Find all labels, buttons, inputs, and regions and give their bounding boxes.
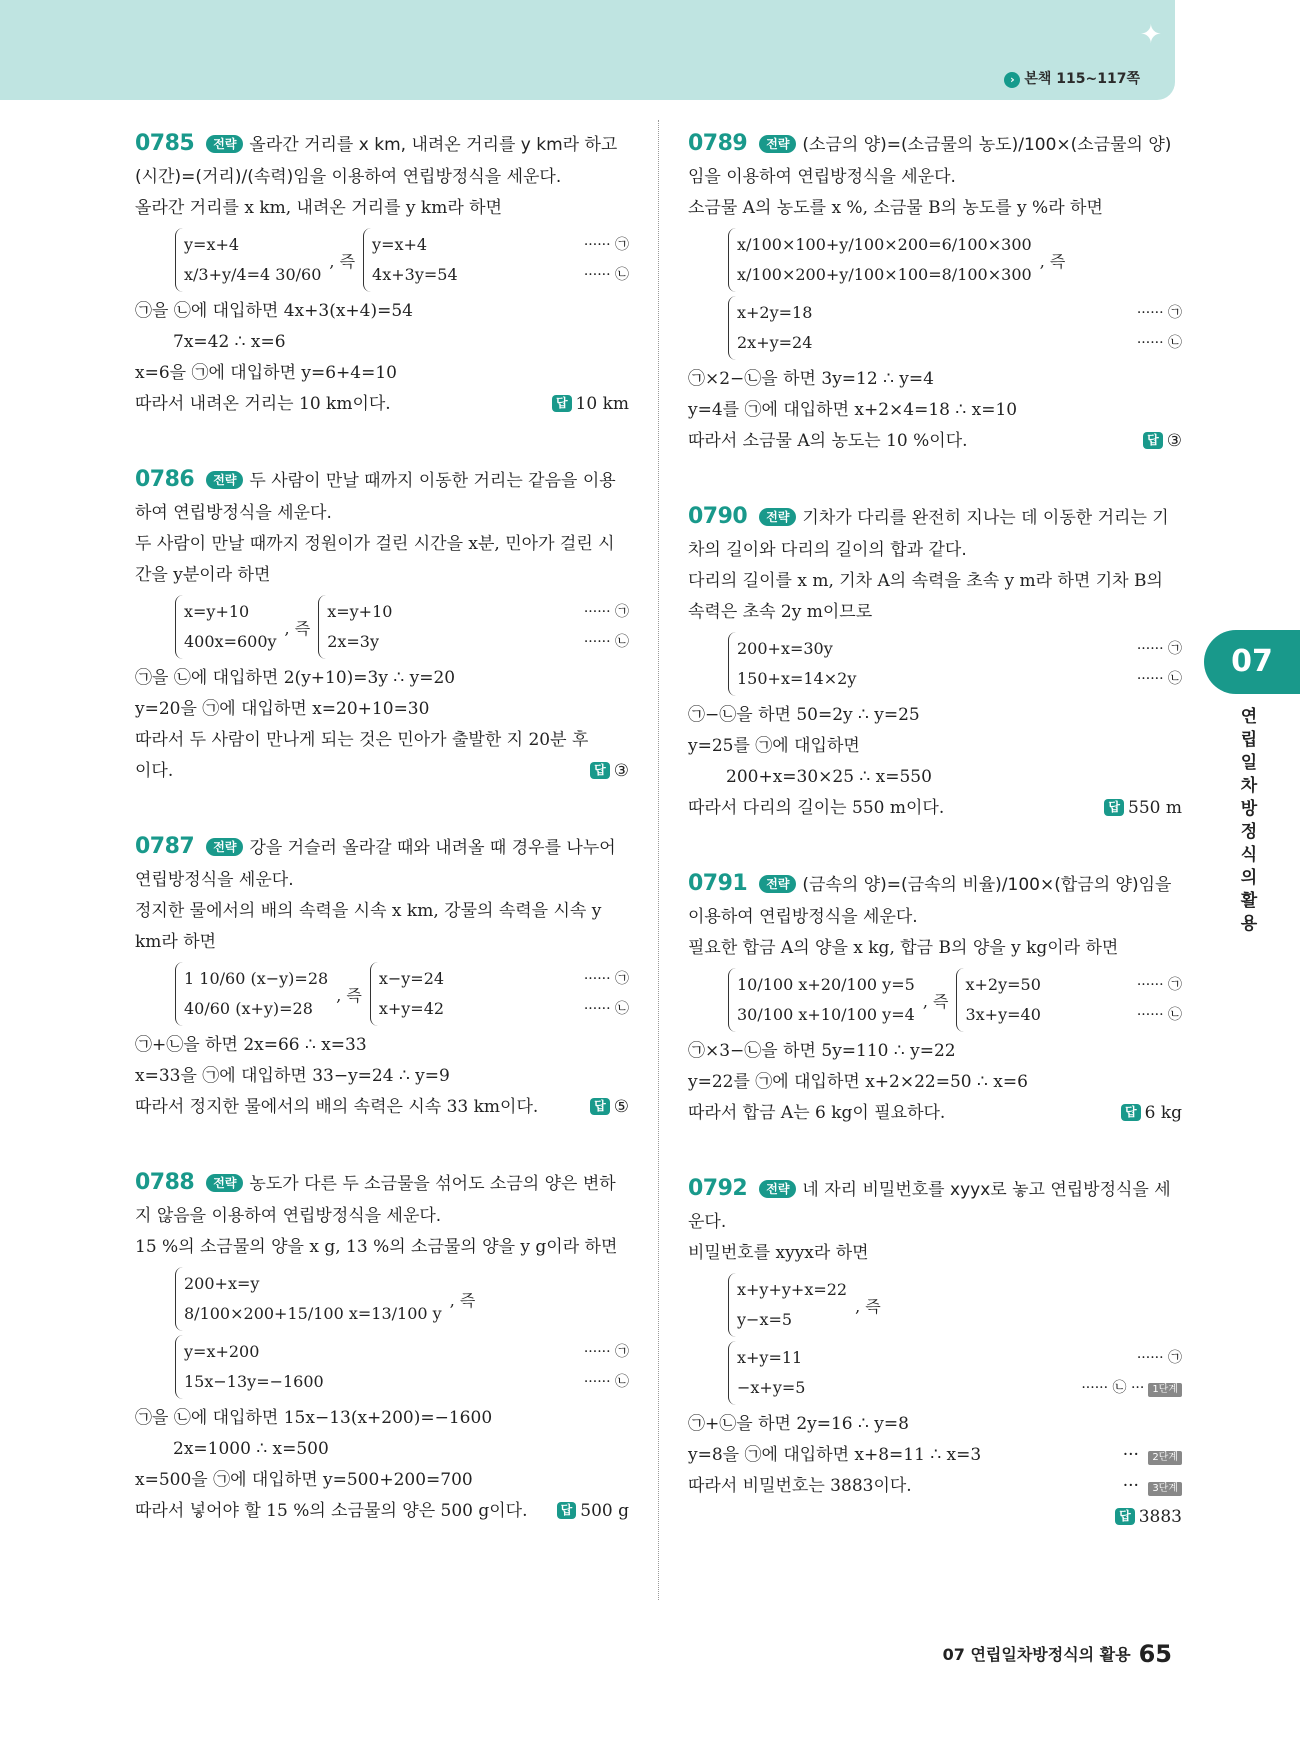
step-line: y=8을 ㉠에 대입하면 x+8=11 ∴ x=3 ··· 2단계: [688, 1440, 1182, 1471]
answer-line: 따라서 내려온 거리는 10 km이다. 답 10 km: [135, 394, 629, 414]
chapter-name: 연립일차방정식의 활용: [1240, 707, 1258, 934]
problem-0787: 0787 전략 강을 거슬러 올라갈 때와 내려올 때 경우를 나누어 연립방정식을 세운다. 정지한 물에서의 배의 속력을 시속 x km, 강물의 속력을 시속 y km라 하면 1 10/60 (x−y)=28 40/60 (x+y)=28 , 즉 x−y=24 x+y=42 ······ ㉠ ······ ㉡ ㉠+㉡을 하면 2x=66 ∴ x=33 x=33을 ㉠에 대입하면 33−y=24 ∴ y=9 따라서 정지한 물에서의 배의 속력은 시속 33 km이다. 답 ⑤: [135, 831, 629, 1123]
problem-0785: 0785 전략 올라간 거리를 x km, 내려온 거리를 y km라 하고 (시간)=(거리)/(속력)임을 이용하여 연립방정식을 세운다. 올라간 거리를 x km, 내려온 거리를 y km라 하면 y=x+4 x/3+y/4=4 30/60 , 즉 y=x+4 4x+3y=54 ······ ㉠ ······ ㉡ ㉠을 ㉡에 대입하면 4x+3(x+4)=54 7x=42 ∴ x=6 x=6을 ㉠에 대입하면 y=6+4=10 따라서 내려온 거리는 10 km이다. 답 10 km: [135, 128, 629, 420]
equation-system: x+y=11 −x+y=5 ······ ㉠ ······ ㉡ ··· 1단계: [688, 1341, 1182, 1405]
problem-header: 0790 전략 기차가 다리를 완전히 지나는 데 이동한 거리는 기차의 길이와 다리의 길이의 합과 같다.: [688, 504, 1169, 560]
problem-header: 0787 전략 강을 거슬러 올라갈 때와 내려올 때 경우를 나누어 연립방정식을 세운다.: [135, 834, 616, 890]
answer-line: 답 3883: [688, 1502, 1182, 1533]
equation-system: y=x+4 x/3+y/4=4 30/60 , 즉 y=x+4 4x+3y=54 ······ ㉠ ······ ㉡: [135, 228, 629, 292]
problem-0789: 0789 전략 (소금의 양)=(소금물의 농도)/100×(소금물의 양)임을 이용하여 연립방정식을 세운다. 소금물 A의 농도를 x %, 소금물 B의 농도를 y %라 하면 x/100×100+y/100×200=6/100×300 x/100×200+y/100×100=8/100×300 , 즉 x+2y=18 2x+y=24 ······ ㉠ ······ ㉡ ㉠×2−㉡을 하면 3y=12 ∴ y=4 y=4를 ㉠에 대입하면 x+2×4=18 ∴ x=10 따라서 소금물 A의 농도는 10 %이다. 답 ③: [688, 128, 1182, 457]
answer-line: 따라서 소금물 A의 농도는 10 %이다. 답 ③: [688, 431, 1182, 451]
arrow-right-icon: ›: [1004, 72, 1020, 88]
page-footer: 07 연립일차방정식의 활용 65: [942, 1640, 1172, 1668]
problem-header: 0791 전략 (금속의 양)=(금속의 비율)/100×(합금의 양)임을 이용하여 연립방정식을 세운다.: [688, 871, 1172, 927]
problem-header: 0789 전략 (소금의 양)=(소금물의 농도)/100×(소금물의 양)임을 이용하여 연립방정식을 세운다.: [688, 131, 1172, 187]
equation-system: x/100×100+y/100×200=6/100×300 x/100×200+y/100×100=8/100×300 , 즉: [688, 228, 1182, 292]
left-column: [135, 128, 629, 1571]
answer-line: 따라서 정지한 물에서의 배의 속력은 시속 33 km이다. 답 ⑤: [135, 1097, 629, 1117]
problem-header: 0785 전략 올라간 거리를 x km, 내려온 거리를 y km라 하고 (시간)=(거리)/(속력)임을 이용하여 연립방정식을 세운다.: [135, 131, 618, 187]
equation-system: 10/100 x+20/100 y=5 30/100 x+10/100 y=4 , 즉 x+2y=50 3x+y=40 ······ ㉠ ······ ㉡: [688, 968, 1182, 1032]
equation-system: 200+x=30y 150+x=14×2y ······ ㉠ ······ ㉡: [688, 632, 1182, 696]
chapter-tab[interactable]: 07: [1204, 630, 1300, 694]
equation-system: 200+x=y 8/100×200+15/100 x=13/100 y , 즉: [135, 1267, 629, 1331]
equation-system: x+y+y+x=22 y−x=5 , 즉: [688, 1273, 1182, 1337]
page-number: 65: [1138, 1640, 1172, 1668]
problem-0788: 0788 전략 농도가 다른 두 소금물을 섞어도 소금의 양은 변하지 않음을 이용하여 연립방정식을 세운다. 15 %의 소금물의 양을 x g, 13 %의 소금물의 양을 y g이라 하면 200+x=y 8/100×200+15/100 x=13/100 y , 즉 y=x+200 15x−13y=−1600 ······ ㉠ ······ ㉡ ㉠을 ㉡에 대입하면 15x−13(x+200)=−1600 2x=1000 ∴ x=500 x=500을 ㉠에 대입하면 y=500+200=700 따라서 넣어야 할 15 %의 소금물의 양은 500 g이다. 답 500 g: [135, 1167, 629, 1527]
right-column: [688, 128, 1182, 1577]
problem-header: 0786 전략 두 사람이 만날 때까지 이동한 거리는 같음을 이용하여 연립방정식을 세운다.: [135, 467, 616, 523]
header-band: [0, 0, 1175, 100]
problem-0792: 0792 전략 네 자리 비밀번호를 xyyx로 놓고 연립방정식을 세운다. 비밀번호를 xyyx라 하면 x+y+y+x=22 y−x=5 , 즉 x+y=11 −x+y=5 ······ ㉠ ······ ㉡ ··· 1단계 ㉠+㉡을 하면 2y=16 ∴ y=8 y=8을 ㉠에 대입하면 x+8=11 ∴ x=3 ··· 2단계 따라서 비밀번호는 3883이다. ··· 3단계 답 3883: [688, 1173, 1182, 1533]
problem-0786: 0786 전략 두 사람이 만날 때까지 이동한 거리는 같음을 이용하여 연립방정식을 세운다. 두 사람이 만날 때까지 정원이가 걸린 시간을 x분, 민아가 걸린 시간을 y분이라 하면 x=y+10 400x=600y , 즉 x=y+10 2x=3y ······ ㉠ ······ ㉡ ㉠을 ㉡에 대입하면 2(y+10)=3y ∴ y=20 y=20을 ㉠에 대입하면 x=20+10=30 따라서 두 사람이 만나게 되는 것은 민아가 출발한 지 20분 후이다. 답 ③: [135, 464, 629, 787]
problem-header: 0788 전략 농도가 다른 두 소금물을 섞어도 소금의 양은 변하지 않음을 이용하여 연립방정식을 세운다.: [135, 1170, 616, 1226]
sparkle-icon: ✦: [1140, 20, 1162, 50]
answer-line: 따라서 합금 A는 6 kg이 필요하다. 답 6 kg: [688, 1103, 1182, 1123]
equation-system: y=x+200 15x−13y=−1600 ······ ㉠ ······ ㉡: [135, 1335, 629, 1399]
answer-line: 따라서 두 사람이 만나게 되는 것은 민아가 출발한 지 20분 후이다. 답 ③: [135, 730, 629, 781]
equation-system: x=y+10 400x=600y , 즉 x=y+10 2x=3y ······ ㉠ ······ ㉡: [135, 595, 629, 659]
answer-line: 따라서 다리의 길이는 550 m이다. 답 550 m: [688, 798, 1182, 818]
problem-0790: 0790 전략 기차가 다리를 완전히 지나는 데 이동한 거리는 기차의 길이와 다리의 길이의 합과 같다. 다리의 길이를 x m, 기차 A의 속력을 초속 y m라 하면 기차 B의 속력은 초속 2y m이므로 200+x=30y 150+x=14×2y ······ ㉠ ······ ㉡ ㉠−㉡을 하면 50=2y ∴ y=25 y=25를 ㉠에 대입하면 200+x=30×25 ∴ x=550 따라서 다리의 길이는 550 m이다. 답 550 m: [688, 501, 1182, 824]
equation-system: 1 10/60 (x−y)=28 40/60 (x+y)=28 , 즉 x−y=24 x+y=42 ······ ㉠ ······ ㉡: [135, 962, 629, 1026]
column-divider: [658, 120, 659, 1600]
step-line: 따라서 비밀번호는 3883이다. ··· 3단계: [688, 1471, 1182, 1502]
problem-header: 0792 전략 네 자리 비밀번호를 xyyx로 놓고 연립방정식을 세운다.: [688, 1176, 1171, 1232]
answer-line: 따라서 넣어야 할 15 %의 소금물의 양은 500 g이다. 답 500 g: [135, 1501, 629, 1521]
equation-system: x+2y=18 2x+y=24 ······ ㉠ ······ ㉡: [688, 296, 1182, 360]
problem-0791: 0791 전략 (금속의 양)=(금속의 비율)/100×(합금의 양)임을 이용하여 연립방정식을 세운다. 필요한 합금 A의 양을 x kg, 합금 B의 양을 y kg이라 하면 10/100 x+20/100 y=5 30/100 x+10/100 y=4 , 즉 x+2y=50 3x+y=40 ······ ㉠ ······ ㉡ ㉠×3−㉡을 하면 5y=110 ∴ y=22 y=22를 ㉠에 대입하면 x+2×22=50 ∴ x=6 따라서 합금 A는 6 kg이 필요하다. 답 6 kg: [688, 868, 1182, 1129]
book-reference: › 본책 115~117쪽: [1004, 68, 1140, 88]
